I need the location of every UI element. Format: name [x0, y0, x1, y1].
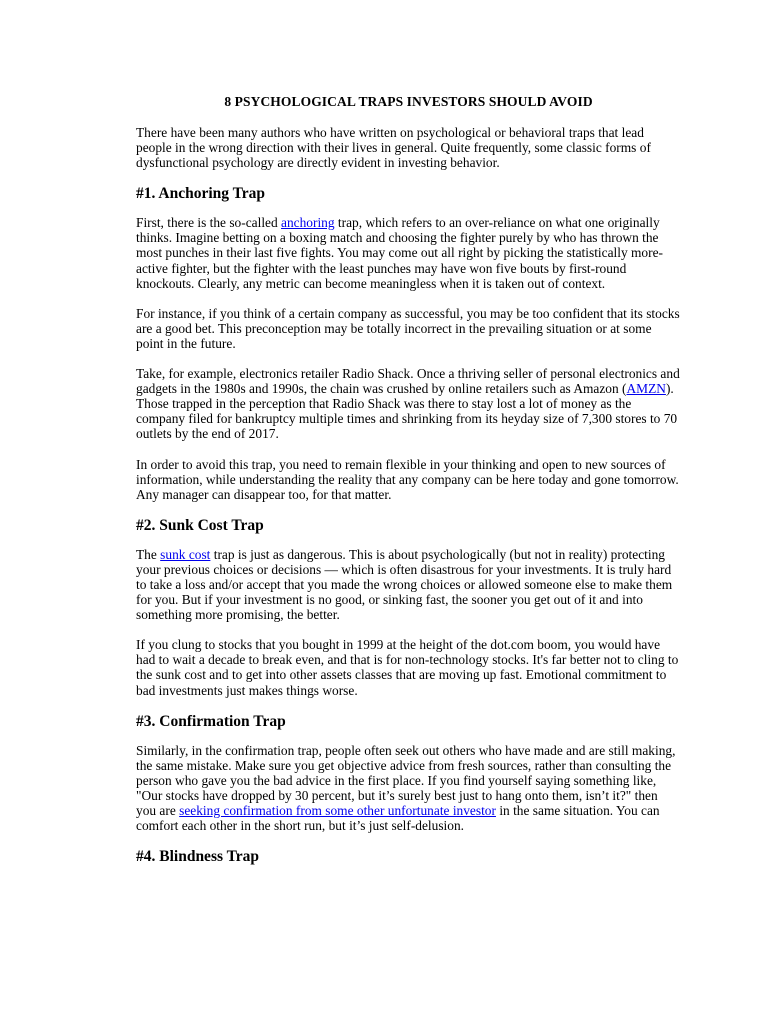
- heading-confirmation-trap: #3. Confirmation Trap: [136, 712, 286, 730]
- document-title: 8 PSYCHOLOGICAL TRAPS INVESTORS SHOULD AVOID: [224, 94, 593, 109]
- sunk-cost-paragraph-2: If you clung to stocks that you bought in 1999 at the height of the dot.com boom, you would have had to wait a decade to break even, and that is for non-technology stocks. It's far better not to cling to the sunk cost and to get into other assets classes that are moving up fast. Emotional commitment to bad investments just makes things worse.: [136, 637, 679, 698]
- document-body: [136, 93, 681, 867]
- heading-anchoring-trap: #1. Anchoring Trap: [136, 185, 266, 203]
- anchoring-p1-text-after: trap, which refers to an over-reliance on what one originally thinks. Imagine betting on a boxing match and choosing the fighter purely by who has thrown the most punches in their last five fights. You may come out all right by picking the statistically more-active fighter, but the fighter with the least punches may have won five bouts by first-round knockouts. Clearly, any metric can become meaningless when it is taken out of context.: [136, 215, 663, 291]
- seeking-confirmation-link[interactable]: seeking confirmation from some other unfortunate investor: [179, 803, 496, 818]
- sunk-cost-link[interactable]: sunk cost: [160, 546, 211, 562]
- confirmation-paragraph-1: [136, 743, 681, 834]
- heading-sunk-cost-trap: #2. Sunk Cost Trap: [136, 516, 264, 534]
- anchoring-paragraph-2: For instance, if you think of a certain company as successful, you may be too confident that its stocks are a good bet. This preconception may be totally incorrect in the prevailing situation or at some point in the future.: [136, 305, 680, 351]
- sunk-cost-paragraph-1: [136, 547, 681, 622]
- confirmation-p1-text-after: in the same situation. You can comfort each other in the short run, but it’s just self-delusion.: [136, 803, 660, 834]
- anchoring-link[interactable]: anchoring: [281, 215, 335, 231]
- anchoring-p1-text-before: First, there is the so-called: [136, 215, 282, 231]
- anchoring-paragraph-1: [136, 215, 681, 290]
- anchoring-p3-text-before: Take, for example, electronics retailer Radio Shack. Once a thriving seller of personal electronics and gadgets in the 1980s and 1990s, the chain was crushed by online retailers such as Amazon (: [136, 366, 680, 397]
- anchoring-paragraph-3: [136, 366, 681, 441]
- anchoring-p3-text-after: ). Those trapped in the perception that Radio Shack was there to stay lost a lot of money as the company filed for bankruptcy multiple times and shrinking from its heyday size of 7,300 stores to 70 outlets by the end of 2017.: [136, 381, 678, 442]
- confirmation-p1-text-before: Similarly, in the confirmation trap, people often seek out others who have made and are still making, the same mistake. Make sure you get objective advice from fresh sources, rather than consulting the person who gave you the bad advice in the first place. If you find yourself saying something like, "Our stocks have dropped by 30 percent, but it’s surely best just to hang onto them, isn’t it?" then you are: [136, 742, 676, 818]
- heading-blindness-trap: #4. Blindness Trap: [136, 848, 260, 866]
- amzn-ticker-link[interactable]: AMZN: [626, 381, 666, 397]
- sunk-cost-p1-text-after: trap is just as dangerous. This is about psychologically (but not in reality) protecting your previous choices or decisions — which is often disastrous for your investments. It is truly hard to take a loss and/or accept that you made the wrong choices or allowed someone else to make them for you. But if your investment is no good, or sinking fast, the sooner you get out of it and into something more promising, the better.: [136, 546, 673, 623]
- sunk-cost-p1-text-before: The: [136, 546, 161, 562]
- intro-paragraph: There have been many authors who have written on psychological or behavioral traps that lead people in the wrong direction with their lives in general. Quite frequently, some classic forms of dysfunctional psychology are directly evident in investing behavior.: [136, 125, 651, 171]
- anchoring-paragraph-4: In order to avoid this trap, you need to remain flexible in your thinking and open to new sources of information, while understanding the reality that any company can be here today and gone tomorrow. Any manager can disappear too, for that matter.: [136, 456, 679, 502]
